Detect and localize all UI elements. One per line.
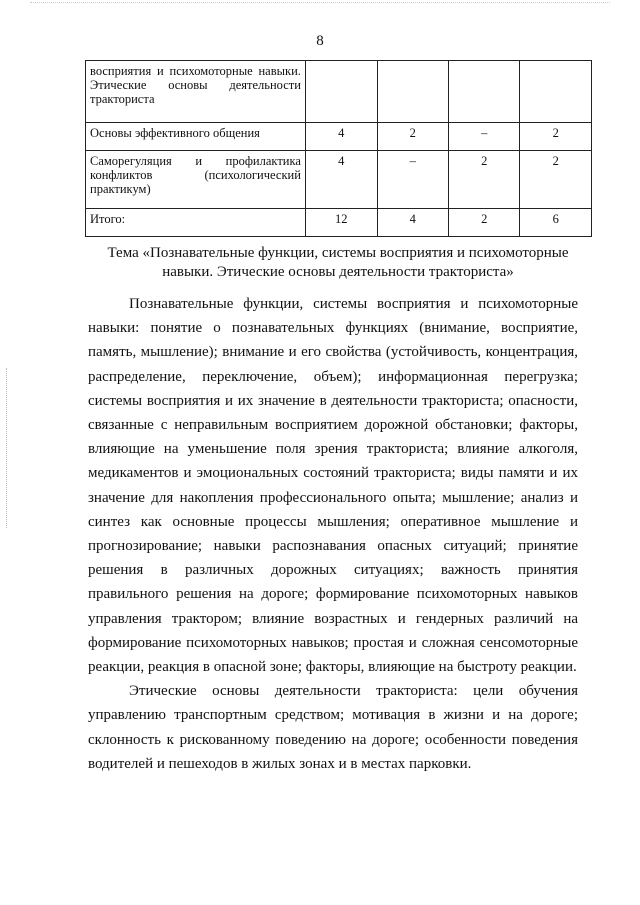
topic-heading: Тема «Познавательные функции, системы восприятия и психомоторные навыки. Этические основы деятельности тракториста» [107,245,569,280]
table-cell-total [305,61,377,123]
table-cell-total: 4 [305,123,377,151]
table-cell-extra: 6 [520,209,592,237]
topic-body [88,292,578,776]
table-cell-theory: 4 [377,209,448,237]
hours-table [85,60,592,237]
table-cell-topic: Итого: [86,209,306,237]
table-cell-extra [520,61,592,123]
table-row [86,61,592,123]
table-cell-extra: 2 [520,123,592,151]
table-cell-theory [377,61,448,123]
scan-edge-line [30,2,610,4]
table-row [86,151,592,209]
table-cell-theory: 2 [377,123,448,151]
table-cell-extra: 2 [520,151,592,209]
table-cell-total: 4 [305,151,377,209]
table-row [86,209,592,237]
table-cell-total: 12 [305,209,377,237]
table-row [86,123,592,151]
body-paragraph: Познавательные функции, системы восприятия и психомоторные навыки: понятие о познавательных функциях (внимание, восприятие, память, мышление); внимание и его свойства (устойчивость, концентрация, распределение, переключение, объем); информационная перегрузка; системы восприятия и их значение в деятельности тракториста; опасности, связанные с неправильным восприятием дорожной обстановки; факторы, влияющие на уменьшение поля зрения тракториста; влияние алкоголя, медикаментов и эмоциональных состояний тракториста; виды памяти и их значение для накопления профессионального опыта; мышление; анализ и синтез как основные процессы мышления; оперативное мышление и прогнозирование; навыки распознавания опасных ситуаций; принятие решения в различных дорожных ситуациях; важность принятия правильного решения на дороге; формирование психомоторных навыков управления трактором; влияние возрастных и гендерных различий на формирование психомоторных навыков; простая и сложная сенсомоторные реакции, реакция в опасной зоне; факторы, влияющие на быстроту реакции. [88,296,578,676]
scan-margin-mark [6,368,8,528]
table-cell-theory: – [377,151,448,209]
table-cell-topic: Основы эффективного общения [86,123,306,151]
page-number: 8 [316,33,324,49]
table-cell-practice: – [449,123,520,151]
table-cell-topic: Саморегуляция и профилактика конфликтов (психологический практикум) [86,151,306,209]
table-cell-practice [449,61,520,123]
table-cell-practice: 2 [449,151,520,209]
body-paragraph: Этические основы деятельности тракториста: цели обучения управлению транспортным средством; мотивация в жизни и на дороге; склонность к рискованному поведению на дороге; особенности поведения водителей и пешеходов в жилых зонах и в местах парковки. [88,683,578,772]
table-cell-topic: восприятия и психомоторные навыки. Этические основы деятельности тракториста [86,61,306,123]
table-cell-practice: 2 [449,209,520,237]
